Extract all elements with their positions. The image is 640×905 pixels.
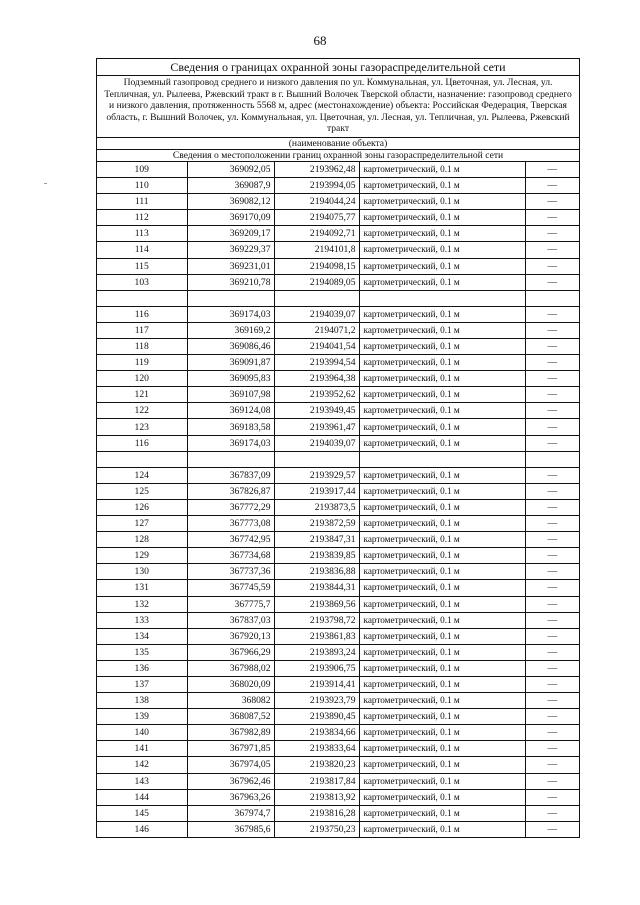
coordinate-x-cell: 367985,6 (187, 821, 274, 837)
method-accuracy-cell: картометрический, 0.1 м (359, 499, 525, 515)
point-number-cell (97, 290, 187, 306)
description-cell: — (525, 274, 579, 290)
table-row (97, 387, 579, 403)
method-accuracy-cell: картометрический, 0.1 м (359, 226, 525, 242)
method-accuracy-cell: картометрический, 0.1 м (359, 821, 525, 837)
table-row (97, 757, 579, 773)
coordinate-x-cell: 367773,08 (187, 516, 274, 532)
section-caption: Сведения о местоположении границ охранной зоны газораспределительной сети (172, 149, 504, 161)
coordinate-y-cell: 2193750,23 (274, 821, 359, 837)
coordinate-x-cell: 367775,7 (187, 596, 274, 612)
point-number-cell: 133 (97, 612, 187, 628)
description-cell: — (525, 387, 579, 403)
coordinate-y-cell: 2194075,77 (274, 210, 359, 226)
point-number-cell: 111 (97, 194, 187, 210)
table-row (97, 773, 579, 789)
coordinate-x-cell: 369229,37 (187, 242, 274, 258)
coordinate-x-cell: 367734,68 (187, 548, 274, 564)
coordinate-x-cell: 367974,05 (187, 757, 274, 773)
method-accuracy-cell: картометрический, 0.1 м (359, 435, 525, 451)
method-accuracy-cell: картометрический, 0.1 м (359, 339, 525, 355)
coordinate-x-cell: 369209,17 (187, 226, 274, 242)
table-row (97, 499, 579, 515)
table-row (97, 564, 579, 580)
method-accuracy-cell: картометрический, 0.1 м (359, 516, 525, 532)
method-accuracy-cell: картометрический, 0.1 м (359, 178, 525, 194)
coordinate-y-cell: 2193952,62 (274, 387, 359, 403)
method-accuracy-cell: картометрический, 0.1 м (359, 532, 525, 548)
point-number-cell: 144 (97, 789, 187, 805)
point-number-cell: 124 (97, 467, 187, 483)
coordinate-y-cell: 2193929,57 (274, 467, 359, 483)
table-row (97, 210, 579, 226)
description-cell: — (525, 194, 579, 210)
coordinate-x-cell: 369231,01 (187, 258, 274, 274)
point-number-cell: 110 (97, 178, 187, 194)
description-cell: — (525, 258, 579, 274)
description-cell: — (525, 725, 579, 741)
coordinate-x-cell: 367962,46 (187, 773, 274, 789)
table-row (97, 741, 579, 757)
coordinate-x-cell: 367966,29 (187, 644, 274, 660)
coordinate-x-cell: 367963,26 (187, 789, 274, 805)
description-cell: — (525, 596, 579, 612)
method-accuracy-cell: картометрический, 0.1 м (359, 467, 525, 483)
table-row (97, 612, 579, 628)
coordinate-y-cell: 2193847,31 (274, 532, 359, 548)
coordinate-y-cell: 2194039,07 (274, 306, 359, 322)
coordinate-y-cell: 2193994,05 (274, 178, 359, 194)
point-number-cell: 118 (97, 339, 187, 355)
table-row (97, 339, 579, 355)
description-cell: — (525, 612, 579, 628)
coordinate-x-cell: 367745,59 (187, 580, 274, 596)
point-number-cell (97, 451, 187, 467)
description-cell: — (525, 226, 579, 242)
coordinate-y-cell: 2193817,84 (274, 773, 359, 789)
method-accuracy-cell: картометрический, 0.1 м (359, 210, 525, 226)
coordinate-y-cell: 2193839,85 (274, 548, 359, 564)
coordinate-y-cell: 2193961,47 (274, 419, 359, 435)
point-number-cell: 126 (97, 499, 187, 515)
coordinate-x-cell: 369107,98 (187, 387, 274, 403)
coordinate-x-cell: 369210,78 (187, 274, 274, 290)
coordinate-y-cell: 2194092,71 (274, 226, 359, 242)
table-row (97, 644, 579, 660)
table-row (97, 725, 579, 741)
table-row (97, 580, 579, 596)
description-cell: — (525, 709, 579, 725)
description-cell: — (525, 355, 579, 371)
coordinate-x-cell: 368082 (187, 693, 274, 709)
method-accuracy-cell: картометрический, 0.1 м (359, 725, 525, 741)
coordinate-y-cell: 2193861,83 (274, 628, 359, 644)
table-row (97, 676, 579, 692)
point-number-cell: 138 (97, 693, 187, 709)
coordinate-y-cell: 2193816,28 (274, 805, 359, 821)
point-number-cell: 146 (97, 821, 187, 837)
point-number-cell: 136 (97, 660, 187, 676)
scan-artifact-mark (44, 183, 47, 184)
method-accuracy-cell: картометрический, 0.1 м (359, 194, 525, 210)
method-accuracy-cell: картометрический, 0.1 м (359, 564, 525, 580)
table-row (97, 693, 579, 709)
coordinate-x-cell: 369183,58 (187, 419, 274, 435)
description-cell: — (525, 773, 579, 789)
coordinate-x-cell: 369174,03 (187, 435, 274, 451)
coordinate-y-cell: 2193873,5 (274, 499, 359, 515)
method-accuracy-cell (359, 451, 525, 467)
table-row (97, 596, 579, 612)
method-accuracy-cell: картометрический, 0.1 м (359, 660, 525, 676)
point-number-cell: 113 (97, 226, 187, 242)
coordinate-x-cell: 368020,09 (187, 676, 274, 692)
table-row (97, 161, 579, 177)
coordinate-y-cell: 2194039,07 (274, 435, 359, 451)
coordinate-x-cell: 369095,83 (187, 371, 274, 387)
coordinate-x-cell: 367837,09 (187, 467, 274, 483)
table-row (97, 532, 579, 548)
coordinate-y-cell: 2193836,88 (274, 564, 359, 580)
point-number-cell: 134 (97, 628, 187, 644)
coordinates-table-body (97, 161, 579, 836)
point-number-cell: 131 (97, 580, 187, 596)
point-number-cell: 130 (97, 564, 187, 580)
description-cell: — (525, 628, 579, 644)
method-accuracy-cell: картометрический, 0.1 м (359, 709, 525, 725)
coordinate-y-cell: 2194101,8 (274, 242, 359, 258)
point-number-cell: 114 (97, 242, 187, 258)
point-number-cell: 129 (97, 548, 187, 564)
table-row (97, 451, 579, 467)
coordinate-y-cell (274, 290, 359, 306)
table-row (97, 274, 579, 290)
method-accuracy-cell: картометрический, 0.1 м (359, 161, 525, 177)
table-row (97, 242, 579, 258)
point-number-cell: 145 (97, 805, 187, 821)
point-number-cell: 119 (97, 355, 187, 371)
method-accuracy-cell: картометрический, 0.1 м (359, 548, 525, 564)
description-cell: — (525, 322, 579, 338)
coordinate-y-cell: 2194071,2 (274, 322, 359, 338)
method-accuracy-cell: картометрический, 0.1 м (359, 483, 525, 499)
description-cell: — (525, 339, 579, 355)
point-number-cell: 125 (97, 483, 187, 499)
point-number-cell: 117 (97, 322, 187, 338)
method-accuracy-cell: картометрический, 0.1 м (359, 419, 525, 435)
coordinate-y-cell: 2193844,31 (274, 580, 359, 596)
method-accuracy-cell: картометрический, 0.1 м (359, 741, 525, 757)
table-row (97, 290, 579, 306)
table-row (97, 178, 579, 194)
description-cell: — (525, 676, 579, 692)
coordinate-y-cell: 2193964,38 (274, 371, 359, 387)
coordinate-x-cell: 367920,13 (187, 628, 274, 644)
description-cell: — (525, 548, 579, 564)
description-cell: — (525, 564, 579, 580)
point-number-cell: 127 (97, 516, 187, 532)
object-name-caption: (наименование объекта) (97, 138, 579, 150)
description-cell (525, 290, 579, 306)
method-accuracy-cell: картометрический, 0.1 м (359, 612, 525, 628)
coordinate-x-cell: 367971,85 (187, 741, 274, 757)
description-cell: — (525, 693, 579, 709)
document-title: Сведения о границах охранной зоны газораспределительной сети (97, 59, 579, 76)
description-cell: — (525, 419, 579, 435)
table-row (97, 322, 579, 338)
coordinate-x-cell: 367988,02 (187, 660, 274, 676)
coordinate-x-cell: 367772,29 (187, 499, 274, 515)
coordinate-x-cell: 367982,89 (187, 725, 274, 741)
method-accuracy-cell: картометрический, 0.1 м (359, 355, 525, 371)
description-cell: — (525, 532, 579, 548)
method-accuracy-cell: картометрический, 0.1 м (359, 371, 525, 387)
coordinate-y-cell: 2193834,66 (274, 725, 359, 741)
description-cell: — (525, 178, 579, 194)
method-accuracy-cell: картометрический, 0.1 м (359, 757, 525, 773)
boundary-document (96, 58, 580, 838)
point-number-cell: 115 (97, 258, 187, 274)
table-row (97, 789, 579, 805)
table-row (97, 709, 579, 725)
point-number-cell: 132 (97, 596, 187, 612)
description-cell: — (525, 242, 579, 258)
table-row (97, 258, 579, 274)
description-cell: — (525, 467, 579, 483)
coordinate-y-cell: 2193906,75 (274, 660, 359, 676)
coordinate-x-cell (187, 290, 274, 306)
point-number-cell: 121 (97, 387, 187, 403)
point-number-cell: 116 (97, 306, 187, 322)
coordinate-y-cell: 2193798,72 (274, 612, 359, 628)
description-cell: — (525, 805, 579, 821)
method-accuracy-cell: картометрический, 0.1 м (359, 596, 525, 612)
coordinate-y-cell (274, 451, 359, 467)
method-accuracy-cell: картометрический, 0.1 м (359, 274, 525, 290)
coordinate-y-cell: 2193949,45 (274, 403, 359, 419)
method-accuracy-cell: картометрический, 0.1 м (359, 258, 525, 274)
coordinate-y-cell: 2194041,54 (274, 339, 359, 355)
point-number-cell: 141 (97, 741, 187, 757)
coordinate-x-cell: 369169,2 (187, 322, 274, 338)
point-number-cell: 139 (97, 709, 187, 725)
point-number-cell: 103 (97, 274, 187, 290)
coordinate-x-cell: 369174,03 (187, 306, 274, 322)
coordinate-y-cell: 2193893,24 (274, 644, 359, 660)
table-row (97, 226, 579, 242)
description-cell: — (525, 210, 579, 226)
coordinate-x-cell: 367974,7 (187, 805, 274, 821)
description-cell: — (525, 757, 579, 773)
method-accuracy-cell: картометрический, 0.1 м (359, 628, 525, 644)
coordinate-x-cell: 367737,36 (187, 564, 274, 580)
coordinate-x-cell (187, 451, 274, 467)
coordinate-x-cell: 369082,12 (187, 194, 274, 210)
coordinate-y-cell: 2193914,41 (274, 676, 359, 692)
description-cell: — (525, 644, 579, 660)
point-number-cell: 137 (97, 676, 187, 692)
description-cell: — (525, 306, 579, 322)
method-accuracy-cell: картометрический, 0.1 м (359, 693, 525, 709)
method-accuracy-cell (359, 290, 525, 306)
point-number-cell: 128 (97, 532, 187, 548)
coordinate-x-cell: 368087,52 (187, 709, 274, 725)
coordinate-x-cell: 369091,87 (187, 355, 274, 371)
table-row (97, 483, 579, 499)
coordinate-y-cell: 2193994,54 (274, 355, 359, 371)
page-number: 68 (313, 33, 327, 48)
point-number-cell: 122 (97, 403, 187, 419)
description-cell: — (525, 741, 579, 757)
point-number-cell: 123 (97, 419, 187, 435)
coordinate-y-cell: 2194089,05 (274, 274, 359, 290)
table-row (97, 403, 579, 419)
coordinate-x-cell: 367742,95 (187, 532, 274, 548)
method-accuracy-cell: картометрический, 0.1 м (359, 644, 525, 660)
description-cell: — (525, 483, 579, 499)
coordinate-x-cell: 369092,05 (187, 161, 274, 177)
point-number-cell: 112 (97, 210, 187, 226)
table-row (97, 435, 579, 451)
point-number-cell: 109 (97, 161, 187, 177)
table-row (97, 194, 579, 210)
table-row (97, 516, 579, 532)
coordinate-y-cell: 2193813,92 (274, 789, 359, 805)
coordinate-x-cell: 369124,08 (187, 403, 274, 419)
description-cell: — (525, 580, 579, 596)
coordinate-y-cell: 2193833,64 (274, 741, 359, 757)
table-row (97, 467, 579, 483)
method-accuracy-cell: картометрический, 0.1 м (359, 773, 525, 789)
coordinate-y-cell: 2194098,15 (274, 258, 359, 274)
method-accuracy-cell: картометрический, 0.1 м (359, 242, 525, 258)
method-accuracy-cell: картометрический, 0.1 м (359, 322, 525, 338)
table-row (97, 805, 579, 821)
coordinate-y-cell: 2193962,48 (274, 161, 359, 177)
coordinate-x-cell: 369170,09 (187, 210, 274, 226)
coordinate-y-cell: 2193820,23 (274, 757, 359, 773)
coordinate-y-cell: 2193872,59 (274, 516, 359, 532)
method-accuracy-cell: картометрический, 0.1 м (359, 789, 525, 805)
point-number-cell: 143 (97, 773, 187, 789)
coordinate-x-cell: 369086,46 (187, 339, 274, 355)
table-row (97, 660, 579, 676)
description-cell: — (525, 435, 579, 451)
method-accuracy-cell: картометрический, 0.1 м (359, 580, 525, 596)
object-description: Подземный газопровод среднего и низкого давления по ул. Коммунальная, ул. Цветочная, ул. Лесная, ул. Тепличная, ул. Рылеева, Ржевский тракт в г. Вышний Волочек Тверской области, назначение: газопровод среднего и низкого давления, протяженность 5568 м, адрес (местонахождение) объекта: Российская Федерация, Тверская область, г. Вышний Волочек, ул. Коммунальная, ул. Цветочная, ул. Лесная, ул. Тепличная, ул. Рылеева, Ржевский тракт (97, 76, 579, 138)
table-row (97, 548, 579, 564)
method-accuracy-cell: картометрический, 0.1 м (359, 676, 525, 692)
coordinate-x-cell: 369087,9 (187, 178, 274, 194)
description-cell: — (525, 660, 579, 676)
coordinate-y-cell: 2193890,45 (274, 709, 359, 725)
table-row (97, 419, 579, 435)
table-row (97, 306, 579, 322)
coordinate-x-cell: 367837,03 (187, 612, 274, 628)
table-row (97, 355, 579, 371)
description-cell: — (525, 499, 579, 515)
table-row (97, 628, 579, 644)
coordinates-table (97, 161, 579, 837)
point-number-cell: 140 (97, 725, 187, 741)
coordinate-y-cell: 2193917,44 (274, 483, 359, 499)
method-accuracy-cell: картометрический, 0.1 м (359, 387, 525, 403)
method-accuracy-cell: картометрический, 0.1 м (359, 403, 525, 419)
point-number-cell: 116 (97, 435, 187, 451)
table-row (97, 821, 579, 837)
point-number-cell: 135 (97, 644, 187, 660)
description-cell: — (525, 371, 579, 387)
description-cell (525, 451, 579, 467)
coordinate-y-cell: 2193923,79 (274, 693, 359, 709)
description-cell: — (525, 403, 579, 419)
description-cell: — (525, 821, 579, 837)
coordinate-y-cell: 2193869,56 (274, 596, 359, 612)
description-cell: — (525, 516, 579, 532)
description-cell: — (525, 789, 579, 805)
point-number-cell: 142 (97, 757, 187, 773)
coordinate-x-cell: 367826,87 (187, 483, 274, 499)
method-accuracy-cell: картометрический, 0.1 м (359, 306, 525, 322)
description-cell: — (525, 161, 579, 177)
method-accuracy-cell: картометрический, 0.1 м (359, 805, 525, 821)
coordinate-y-cell: 2194044,24 (274, 194, 359, 210)
table-row (97, 371, 579, 387)
point-number-cell: 120 (97, 371, 187, 387)
